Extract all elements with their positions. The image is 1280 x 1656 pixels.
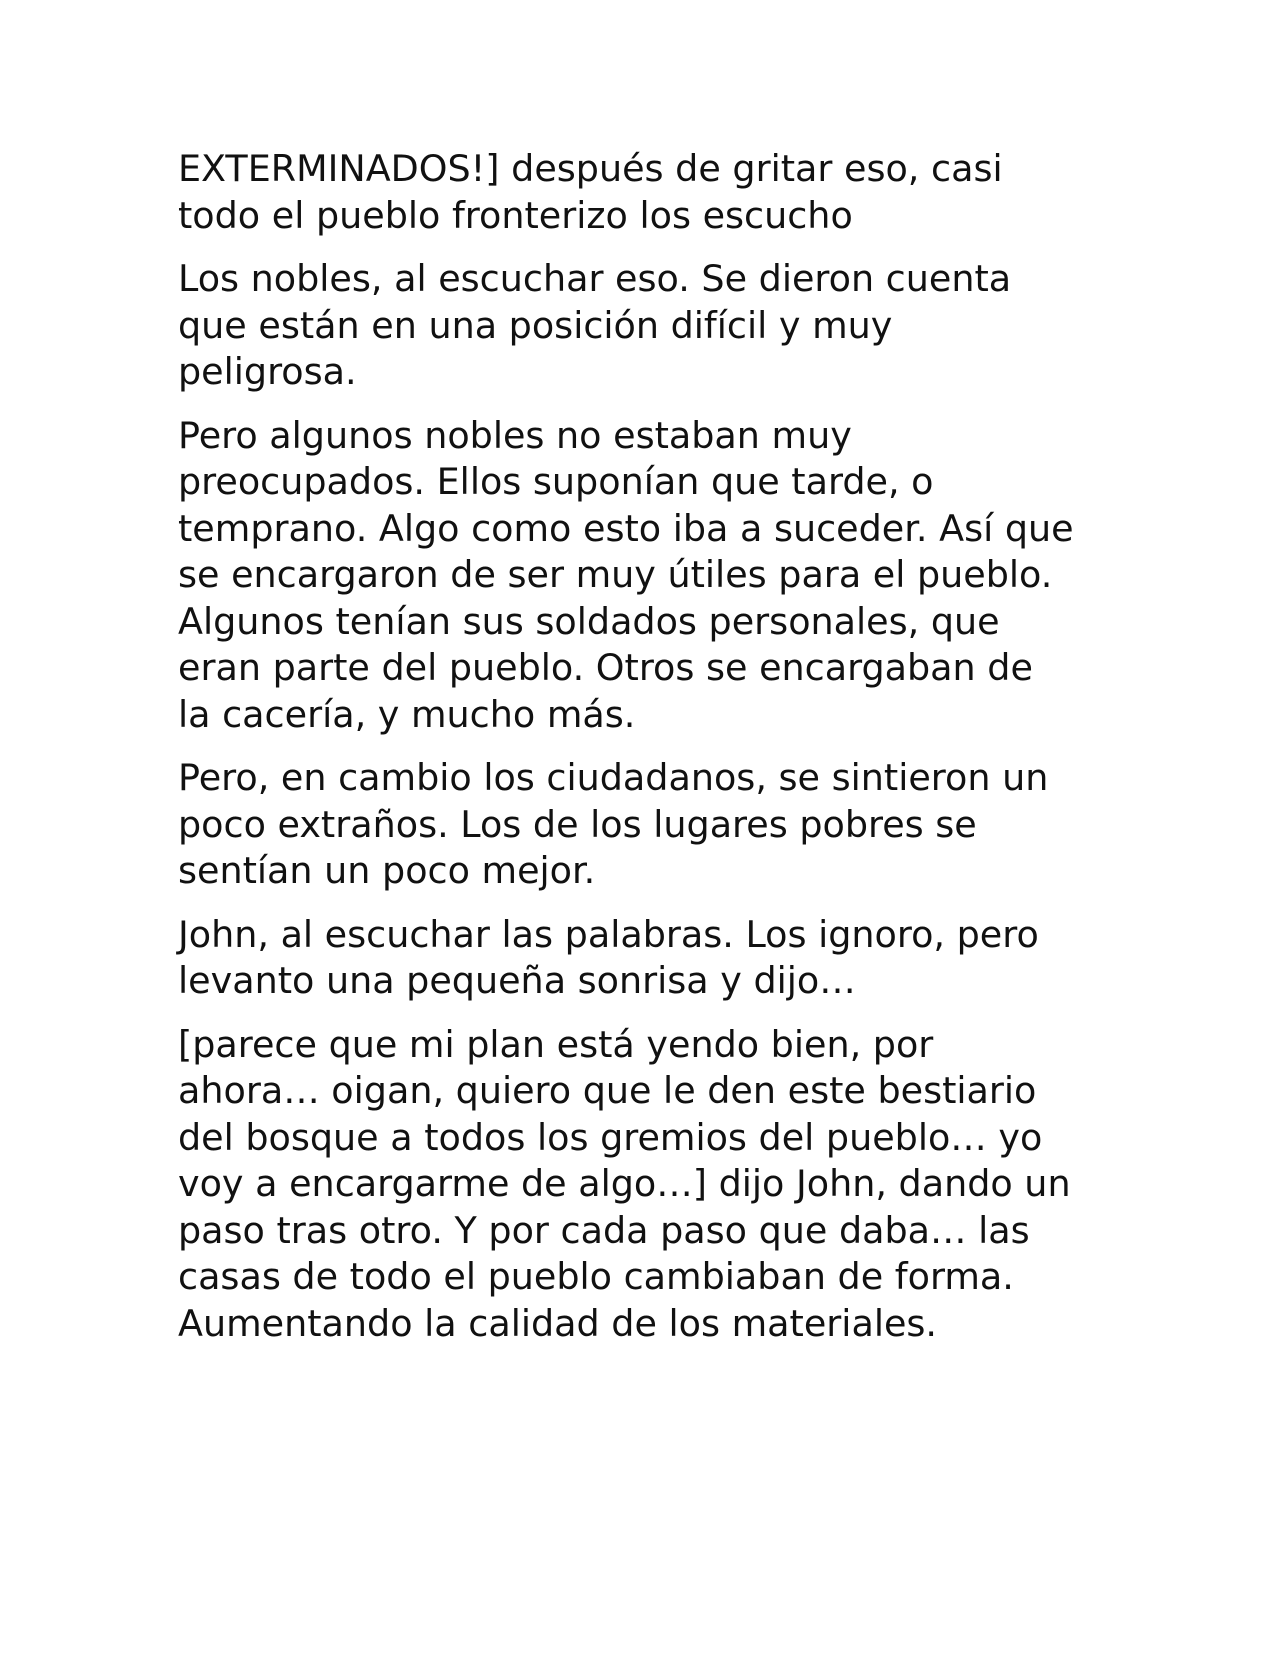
paragraph-1: EXTERMINADOS!] después de gritar eso, casi todo el pueblo fronterizo los escucho [178, 147, 1003, 237]
paragraph-3: Pero algunos nobles no estaban muy preocupados. Ellos suponían que tarde, o temprano. Algo como esto iba a suceder. Así que se encargaron de ser muy útiles para el pueblo. Algunos tenían sus soldados personales, que eran parte del pueblo. Otros se encargaban de la cacería, y mucho más. [178, 413, 1074, 736]
paragraph-2: Los nobles, al escuchar eso. Se dieron cuenta que están en una posición difícil y muy peligrosa. [178, 257, 1012, 393]
document-body [178, 146, 1118, 1364]
paragraph-5: John, al escuchar las palabras. Los ignoro, pero levanto una pequeña sonrisa y dijo… [178, 912, 1039, 1002]
paragraph-6: [parece que mi plan está yendo bien, por ahora… oigan, quiero que le den este bestiario del bosque a todos los gremios del pueblo… yo voy a encargarme de algo…] dijo John, dando un paso tras otro. Y por cada paso que daba… las casas de todo el pueblo cambiaban de forma. Aumentando la calidad de los materiales. [178, 1022, 1071, 1345]
paragraph-4: Pero, en cambio los ciudadanos, se sintieron un poco extraños. Los de los lugares pobres se sentían un poco mejor. [178, 756, 1049, 892]
